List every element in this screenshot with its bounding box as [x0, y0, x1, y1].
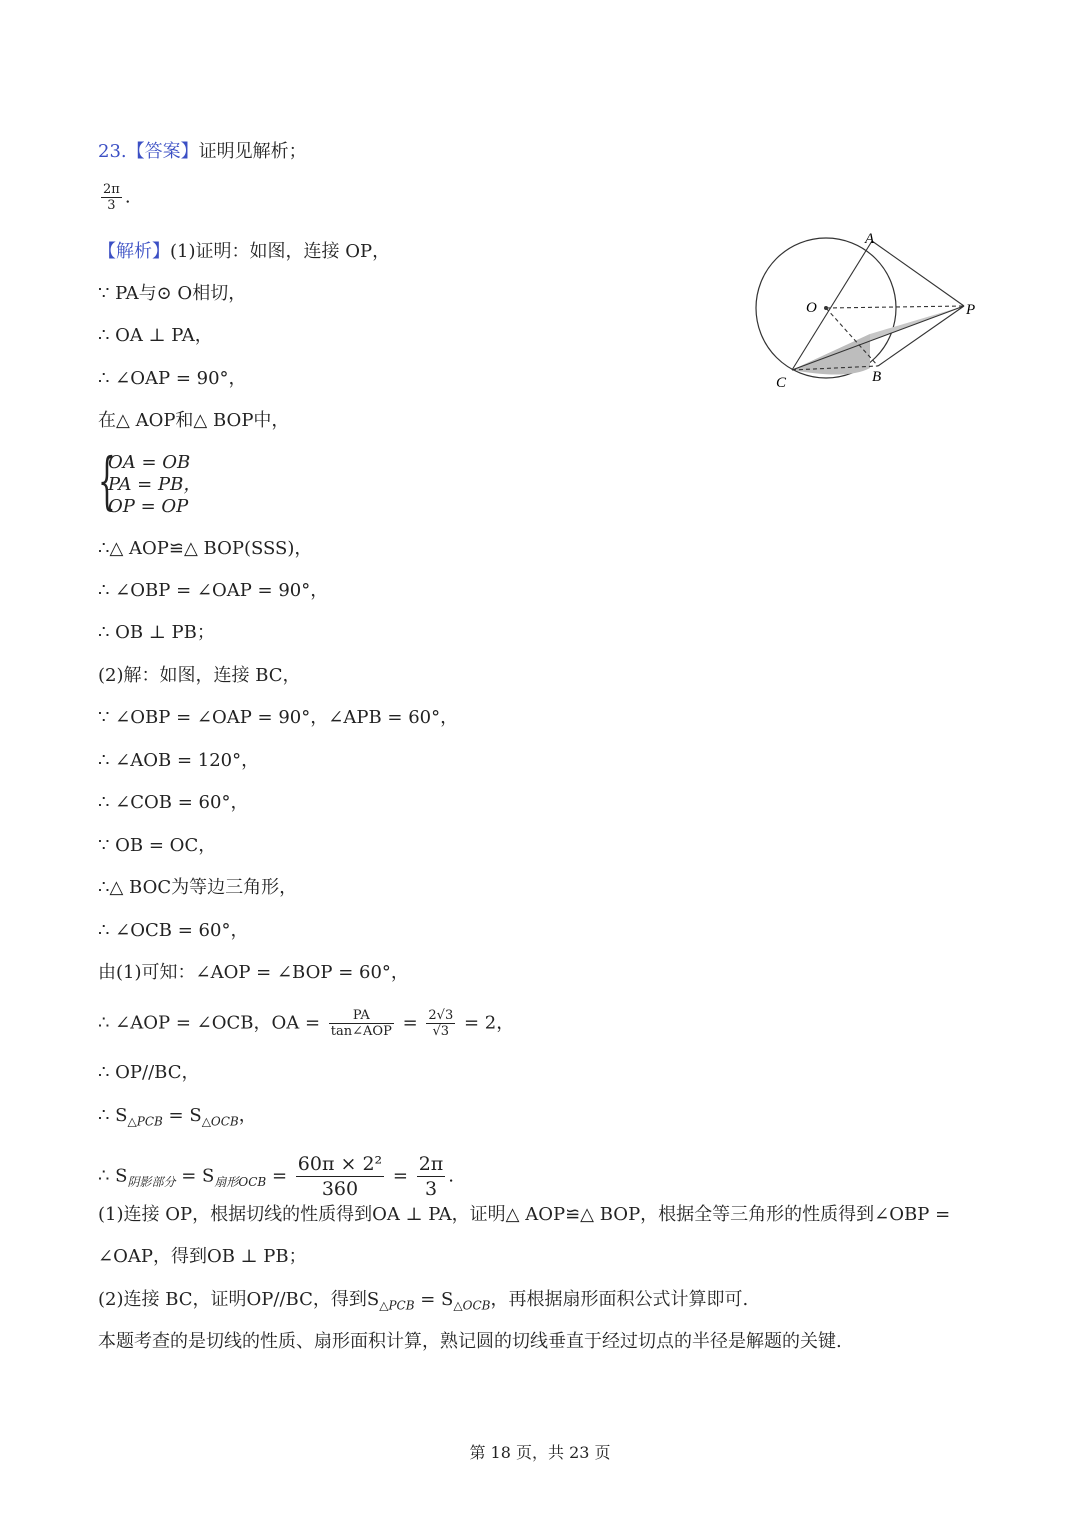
center-dot [824, 306, 828, 310]
analysis-line-5: 在△ AOP和△ BOP中， [98, 410, 290, 431]
fraction-pa-tan: $\frac{PA}{\text{tan∠AOP}}$ [330, 1008, 392, 1039]
geometry-figure [748, 228, 988, 398]
brace-symbol: { [98, 444, 116, 517]
summary-line-2: ∠OAP，得到OB ⊥ PB； [98, 1246, 307, 1267]
analysis-line-14: ∴△ BOC为等边三角形， [98, 877, 298, 898]
analysis-line-20: ∴ $S_{阴影部分} = S_{扇形OCB}$ = $\frac{\text{60π × 2²}}{360}$ = $\frac{2\pi}{3}$ . [98, 1153, 455, 1200]
analysis-line-7: ∴ ∠OBP = ∠OAP = 90°， [98, 580, 329, 601]
answer-text: 证明见解析； [198, 141, 307, 162]
analysis-line-13: ∵ OB = OC， [98, 835, 217, 856]
analysis-line-11: ∴ ∠AOB = 120°， [98, 750, 260, 771]
fraction-sector: $\frac{\text{60π × 2²}}{360}$ [297, 1153, 383, 1200]
analysis-line-18: ∴ OP//BC， [98, 1062, 200, 1083]
label-b: B [872, 369, 882, 385]
analysis-line-9: (2)解：如图，连接 BC， [98, 665, 301, 686]
answer-part2: $\frac{2\pi}{3}$ . [103, 182, 131, 213]
summary-line-4: 本题考查的是切线的性质、扇形面积计算，熟记圆的切线垂直于经过切点的半径是解题的关键. [98, 1331, 842, 1352]
analysis-line-6: ∴△ AOP≌△ BOP(SSS)， [98, 538, 313, 559]
answer-fraction: $\frac{2\pi}{3}$ [103, 182, 120, 213]
analysis-line-4: ∴ ∠OAP = 90°， [98, 368, 247, 389]
fraction-result: $\frac{2\pi}{3}$ [418, 1153, 444, 1200]
summary-line-1: (1)连接 OP，根据切线的性质得到OA ⊥ PA，证明△ AOP≌△ BOP，根据全等三角形的性质得到∠OBP = [98, 1204, 951, 1225]
system-row-2: PA = PB， [108, 474, 202, 495]
fraction-root3: $\frac{2√3}{√3}$ [428, 1008, 454, 1039]
label-o: O [806, 300, 817, 316]
analysis-line-2: ∵ PA与⊙ O相切， [98, 283, 247, 304]
label-a: A [865, 231, 875, 247]
question-number: 23. [98, 141, 127, 162]
analysis-line-16: 由(1)可知：∠AOP = ∠BOP = 60°， [98, 962, 409, 983]
analysis-line-17: ∴ ∠AOP = ∠OCB，OA = $\frac{PA}{\text{tan∠AOP}}$ = $\frac{2√3}{√3}$ = 2， [98, 1008, 515, 1039]
analysis-line-15: ∴ ∠OCB = 60°， [98, 920, 249, 941]
page-footer: 第 18 页，共 23 页 [469, 1443, 611, 1462]
analysis-line-10: ∵ ∠OBP = ∠OAP = 90°，∠APB = 60°， [98, 707, 459, 728]
answer-line [98, 140, 307, 164]
system-row-3: OP = OP [108, 496, 189, 517]
label-p: P [966, 302, 976, 318]
summary-line-3: (2)连接 BC，证明OP//BC，得到$S_{\triangle PCB} = S_{\triangle OCB}$，再根据扇形面积公式计算即可. [98, 1289, 749, 1313]
analysis-line-3: ∴ OA ⊥ PA， [98, 325, 213, 346]
analysis-line-19: ∴ $S_{\triangle PCB} = S_{\triangle OCB}$， [98, 1105, 257, 1129]
system-row-1: OA = OB [108, 452, 191, 473]
answer-label: 【答案】 [126, 141, 199, 162]
shaded-segment [792, 334, 870, 375]
analysis-line-1: 【解析】(1)证明：如图，连接 OP， [98, 241, 391, 262]
line-op [826, 306, 964, 308]
analysis-line-8: ∴ OB ⊥ PB； [98, 622, 215, 643]
analysis-line-12: ∴ ∠COB = 60°， [98, 792, 249, 813]
line-cp [792, 306, 964, 370]
analysis-label: 【解析】 [98, 241, 170, 262]
line-ap [872, 241, 964, 306]
label-c: C [776, 375, 787, 391]
line-bp [878, 306, 964, 366]
